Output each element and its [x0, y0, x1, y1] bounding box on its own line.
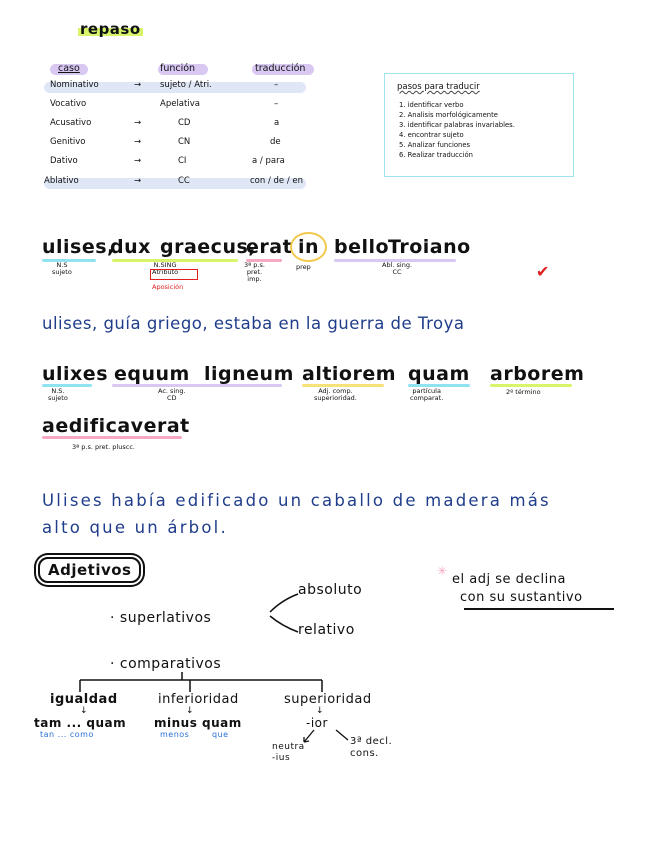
decl-label: 3ª decl. cons. [350, 736, 393, 759]
word-dux: dux [110, 236, 151, 258]
adjetivos-badge [38, 560, 141, 579]
note-underline [464, 608, 614, 610]
cell-arrow: → [134, 176, 142, 186]
note-in: prep [296, 263, 311, 271]
word-bello: bello [334, 236, 390, 258]
checkmark-icon: ✔ [536, 262, 550, 281]
inferioridad-es-1: menos [160, 730, 190, 739]
list-item: 3. identificar palabras invariables. [399, 121, 515, 129]
superioridad-arrows [296, 728, 356, 746]
cell-funcion: Apelativa [160, 99, 200, 109]
cell-arrow: → [134, 156, 142, 166]
cell-arrow: → [134, 137, 142, 147]
comparativos-label: · comparativos [110, 656, 222, 672]
page-title: repaso [80, 20, 141, 38]
word-arborem: arborem [490, 363, 585, 385]
note-graecus: N.SING Atributo [152, 261, 179, 276]
note-aposicion: Aposición [152, 283, 184, 291]
neutra-label: neutra -ius [272, 742, 305, 763]
note-altiorem: Adj. comp. superioridad. [314, 387, 357, 402]
relativo-label: relativo [298, 622, 355, 638]
list-item: 6. Realizar traducción [399, 151, 473, 159]
word-ulises: ulises, [42, 236, 115, 258]
word-erat: erat [246, 236, 293, 258]
word-ulixes: ulixes [42, 363, 109, 385]
absoluto-label: absoluto [298, 582, 363, 598]
atributo-box [150, 269, 198, 280]
cell-arrow: → [134, 80, 142, 90]
cell-funcion: CD [178, 118, 191, 128]
word-quam: quam [408, 363, 470, 385]
igualdad-label: igualdad [50, 692, 118, 707]
cell-caso: Ablativo [44, 176, 79, 186]
igualdad-es: tan ... como [40, 730, 94, 739]
cell-funcion: CC [178, 176, 190, 186]
translation-2-line-2: alto que un árbol. [42, 518, 228, 537]
table-row [42, 79, 304, 93]
cell-caso: Nominativo [50, 80, 99, 90]
superioridad-label: superioridad [284, 692, 372, 707]
cell-funcion: CN [178, 137, 191, 147]
cell-traduccion: – [274, 80, 279, 90]
cell-funcion: CI [178, 156, 187, 166]
arrow-down-icon: ↓ [80, 706, 88, 716]
table-row [42, 117, 304, 131]
note-line-2: con su sustantivo [460, 590, 583, 605]
word-equum: equum [114, 363, 190, 385]
list-item: 1. identificar verbo [399, 101, 464, 109]
pink-mark-icon: ✳ [437, 564, 448, 578]
word-graecus: graecus, [160, 236, 256, 258]
cell-funcion: sujeto / Atri. [160, 80, 212, 90]
translation-2-line-1: Ulises había edificado un caballo de madera más [42, 491, 551, 510]
cell-caso: Genitivo [50, 137, 86, 147]
cell-caso: Dativo [50, 156, 78, 166]
header-traduccion: traducción [255, 63, 306, 74]
word-in: in [290, 232, 327, 262]
arrow-down-icon: ↓ [186, 706, 194, 716]
arrow-down-icon: ↓ [316, 706, 324, 716]
list-item: 2. Analisis morfológicamente [399, 111, 498, 119]
word-altiorem: altiorem [302, 363, 397, 385]
superioridad-suffix: -ior [306, 716, 328, 730]
word-troiano: Troiano [388, 236, 471, 258]
note-erat: 3ª p.s. pret. imp. [244, 261, 265, 283]
cell-caso: Acusativo [50, 118, 92, 128]
word-aedificaverat: aedificaverat [42, 415, 190, 437]
list-item: 5. Analizar funciones [399, 141, 471, 149]
cell-traduccion: a / para [252, 156, 285, 166]
adjetivos-title: Adjetivos [38, 557, 141, 583]
translation-1: ulises, guía griego, estaba en la guerra de Troya [42, 314, 465, 333]
igualdad-latin: tam ... quam [34, 716, 127, 730]
table-row [42, 98, 304, 112]
table-row [42, 155, 304, 169]
note-line-1: el adj se declina [452, 572, 566, 587]
cell-traduccion: con / de / en [250, 176, 304, 186]
cell-arrow: → [134, 118, 142, 128]
superlativos-label: · superlativos [110, 610, 212, 626]
inferioridad-label: inferioridad [158, 692, 239, 707]
note-troiano: Abl. sing. CC [382, 261, 413, 276]
table-row [42, 175, 304, 189]
note-aedificaverat: 3ª p.s. pret. pluscc. [72, 443, 135, 451]
inferioridad-latin: minus quam [154, 716, 242, 730]
note-arborem: 2º término [506, 388, 541, 396]
cell-caso: Vocativo [50, 99, 87, 109]
pasos-box [384, 73, 574, 177]
pasos-title: pasos para traducir [397, 82, 480, 92]
note-equum: Ac. sing. CD [158, 387, 186, 402]
header-funcion: función [160, 63, 196, 74]
note-quam: partícula comparat. [410, 387, 444, 402]
note-ulixes: N.S. sujeto [48, 387, 68, 402]
note-ulises: N.S sujeto [52, 261, 72, 276]
word-ligneum: ligneum [204, 363, 294, 385]
cell-traduccion: – [274, 99, 279, 109]
cell-traduccion: de [270, 137, 281, 147]
table-row [42, 136, 304, 150]
cell-traduccion: a [274, 118, 280, 128]
list-item: 4. encontrar sujeto [399, 131, 464, 139]
inferioridad-es-2: que [212, 730, 229, 739]
header-caso: caso [58, 63, 80, 74]
pasos-list [399, 100, 515, 160]
